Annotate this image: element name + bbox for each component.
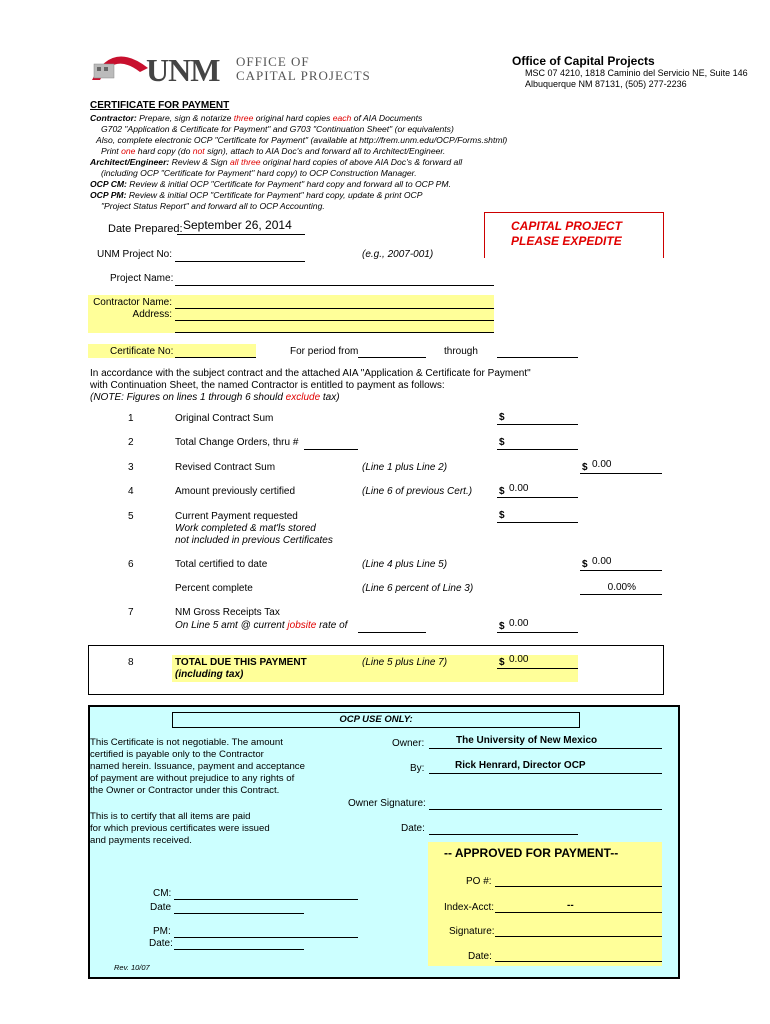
org-title: Office of Capital Projects xyxy=(512,54,655,68)
line8-note: (Line 5 plus Line 7) xyxy=(362,657,448,668)
line3-note: (Line 1 plus Line 2) xyxy=(362,462,448,473)
pm-date-field[interactable] xyxy=(174,937,304,950)
line3-amount xyxy=(580,461,662,474)
change-order-no-field[interactable] xyxy=(304,437,358,450)
approval-date-label: Date: xyxy=(468,951,492,962)
address-label: Address: xyxy=(132,309,172,320)
org-address2: Albuquerque NM 87131, (505) 277-2236 xyxy=(525,79,687,89)
disclaimer-line: named herein. Issuance, payment and acceptance xyxy=(90,761,305,772)
instr-line7: OCP CM: Review & initial OCP "Certificate for Payment" hard copy and forward all to OCP PM. xyxy=(90,179,451,189)
line4-num: 4 xyxy=(128,486,134,497)
line3-value: 0.00 xyxy=(592,459,612,470)
line7-sub: On Line 5 amt @ current jobsite rate of xyxy=(175,620,348,631)
line4-amount xyxy=(497,485,578,498)
contractor-name-label: Contractor Name: xyxy=(93,297,172,308)
org-address1: MSC 07 4210, 1818 Caminio del Servicio NE, Suite 146 xyxy=(525,68,748,78)
line7-amount xyxy=(497,620,578,633)
by-field xyxy=(429,761,662,774)
certify-line: and payments received. xyxy=(90,835,192,846)
intro-line3: (NOTE: Figures on lines 1 through 6 should exclude tax) xyxy=(90,392,340,403)
instr-line3: Also, complete electronic OCP "Certificate for Payment" (available at http://frem.unm.edu/OCP/Forms.shtml) xyxy=(96,135,508,145)
date-prepared-label: Date Prepared: xyxy=(108,223,183,235)
project-no-field[interactable] xyxy=(175,249,305,262)
through-label: through xyxy=(444,346,478,357)
revision: Rev. 10/07 xyxy=(114,963,150,972)
instr-line2: G702 "Application & Certificate for Payment" and G703 "Continuation Sheet" (or equivalents) xyxy=(101,124,454,134)
approval-date-field[interactable] xyxy=(495,949,662,962)
date-prepared-value: September 26, 2014 xyxy=(183,218,292,232)
percent-value: 0.00% xyxy=(607,582,636,593)
unm-logo xyxy=(88,46,378,86)
index-acct-label: Index-Acct: xyxy=(444,902,495,913)
line1-num: 1 xyxy=(128,413,134,424)
certify-line: This is to certify that all items are paid xyxy=(90,811,251,822)
intro-line1: In accordance with the subject contract and the attached AIA "Application & Certificate for Payment" xyxy=(90,368,531,379)
disclaimer-line: the Owner or Contractor under this Contract. xyxy=(90,785,280,796)
expedite-banner xyxy=(484,212,664,258)
dollar-sign: $ xyxy=(499,510,505,521)
line5-sub1: Work completed & mat'ls stored xyxy=(175,523,316,534)
line8-sub: (including tax) xyxy=(175,669,244,680)
line4-note: (Line 6 of previous Cert.) xyxy=(362,486,473,497)
line8-label: TOTAL DUE THIS PAYMENT xyxy=(175,657,307,668)
expedite-line1: CAPITAL PROJECT xyxy=(511,219,622,233)
line6-label: Total certified to date xyxy=(175,559,268,570)
tax-rate-field[interactable] xyxy=(358,620,426,633)
po-field[interactable] xyxy=(495,874,662,887)
index-acct-value: -- xyxy=(567,900,574,911)
percent-label: Percent complete xyxy=(175,583,253,594)
index-acct-field[interactable] xyxy=(495,900,662,913)
certificate-no-label: Certificate No: xyxy=(110,346,174,357)
instr-line1: Contractor: Prepare, sign & notarize three original hard copies each of AIA Documents xyxy=(90,113,423,123)
line6-amount xyxy=(580,558,662,571)
line6-value: 0.00 xyxy=(592,556,612,567)
line8-value: 0.00 xyxy=(509,654,529,665)
line8-amount xyxy=(497,656,578,669)
certificate-no-field[interactable] xyxy=(175,345,256,358)
line5-amount[interactable] xyxy=(497,510,578,523)
percent-amount xyxy=(580,582,662,595)
page-title: CERTIFICATE FOR PAYMENT xyxy=(90,100,230,111)
owner-value: The University of New Mexico xyxy=(456,735,598,746)
dollar-sign: $ xyxy=(499,412,505,423)
project-no-label: UNM Project No: xyxy=(97,249,173,260)
period-from-label: For period from xyxy=(290,346,359,357)
owner-date-field[interactable] xyxy=(429,822,578,835)
line8-num: 8 xyxy=(128,657,134,668)
owner-label: Owner: xyxy=(392,738,425,749)
line5-sub2: not included in previous Certificates xyxy=(175,535,333,546)
line2-label: Total Change Orders, thru # xyxy=(175,437,299,448)
line7-value: 0.00 xyxy=(509,618,529,629)
project-no-example: (e.g., 2007-001) xyxy=(362,249,434,260)
pm-label: PM: xyxy=(153,926,171,937)
line5-label: Current Payment requested xyxy=(175,511,298,522)
cm-date-field[interactable] xyxy=(174,901,304,914)
line6-note: (Line 4 plus Line 5) xyxy=(362,559,448,570)
line6-num: 6 xyxy=(128,559,134,570)
instr-line6: (including OCP "Certificate for Payment" hard copy) to OCP Construction Manager. xyxy=(101,168,417,178)
line4-value: 0.00 xyxy=(509,483,529,494)
approved-title: -- APPROVED FOR PAYMENT-- xyxy=(444,846,619,860)
by-value: Rick Henrard, Director OCP xyxy=(455,760,586,771)
address-field-2[interactable] xyxy=(175,320,494,333)
dollar-sign: $ xyxy=(499,437,505,448)
office-line1: OFFICE OF xyxy=(236,54,310,69)
ocp-header-box xyxy=(172,712,580,728)
line2-amount[interactable] xyxy=(497,437,578,450)
line4-label: Amount previously certified xyxy=(175,486,296,497)
line1-label: Original Contract Sum xyxy=(175,413,274,424)
logo-text: UNM xyxy=(146,52,220,88)
dollar-sign: $ xyxy=(499,486,505,497)
date-prepared-field[interactable] xyxy=(177,220,305,235)
unm-logo-icon xyxy=(88,46,150,86)
pm-date-label: Date: xyxy=(149,938,173,949)
office-line2: CAPITAL PROJECTS xyxy=(236,68,371,83)
owner-date-label: Date: xyxy=(401,823,425,834)
owner-signature-label: Owner Signature: xyxy=(348,798,426,809)
ocp-header: OCP USE ONLY: xyxy=(339,714,413,725)
owner-signature-field[interactable] xyxy=(429,797,662,810)
line2-num: 2 xyxy=(128,437,134,448)
cm-field[interactable] xyxy=(174,887,358,900)
signature-field[interactable] xyxy=(495,924,662,937)
owner-field xyxy=(429,736,662,749)
expedite-line2: PLEASE EXPEDITE xyxy=(511,234,622,248)
intro-line2: with Continuation Sheet, the named Contractor is entitled to payment as follows: xyxy=(90,380,445,391)
by-label: By: xyxy=(410,763,425,774)
dollar-sign: $ xyxy=(499,657,505,668)
dollar-sign: $ xyxy=(582,462,588,473)
disclaimer-line: of payment are without prejudice to any rights of xyxy=(90,773,295,784)
instr-line4: Print one hard copy (do not sign), attach to AIA Doc's and forward all to Architect/Engineer. xyxy=(101,146,446,156)
disclaimer-line: certified is payable only to the Contractor xyxy=(90,749,264,760)
dollar-sign: $ xyxy=(499,621,505,632)
percent-note: (Line 6 percent of Line 3) xyxy=(362,583,474,594)
line7-num: 7 xyxy=(128,607,134,618)
signature-label: Signature: xyxy=(449,926,495,937)
certify-line: for which previous certificates were issued xyxy=(90,823,270,834)
line5-num: 5 xyxy=(128,511,134,522)
project-name-label: Project Name: xyxy=(110,273,174,284)
line3-num: 3 xyxy=(128,462,134,473)
period-from-field[interactable] xyxy=(358,345,426,358)
line1-amount[interactable] xyxy=(497,412,578,425)
disclaimer-line: This Certificate is not negotiable. The amount xyxy=(90,737,283,748)
project-name-field[interactable] xyxy=(175,273,494,286)
dollar-sign: $ xyxy=(582,559,588,570)
line3-label: Revised Contract Sum xyxy=(175,462,276,473)
cm-date-label: Date xyxy=(150,902,172,913)
through-field[interactable] xyxy=(497,345,578,358)
ocp-disclaimer xyxy=(90,737,305,797)
cm-label: CM: xyxy=(153,888,172,899)
line7-label: NM Gross Receipts Tax xyxy=(175,607,280,618)
instr-line5: Architect/Engineer: Review & Sign all three original hard copies of above AIA Doc's & forward all xyxy=(90,157,463,167)
instr-line8: OCP PM: Review & initial OCP "Certificate for Payment" hard copy, update & print OCP xyxy=(90,190,423,200)
po-label: PO #: xyxy=(466,876,492,887)
ocp-certify xyxy=(90,811,270,847)
instr-line9: "Project Status Report" and forward all to OCP Accounting. xyxy=(101,201,325,211)
